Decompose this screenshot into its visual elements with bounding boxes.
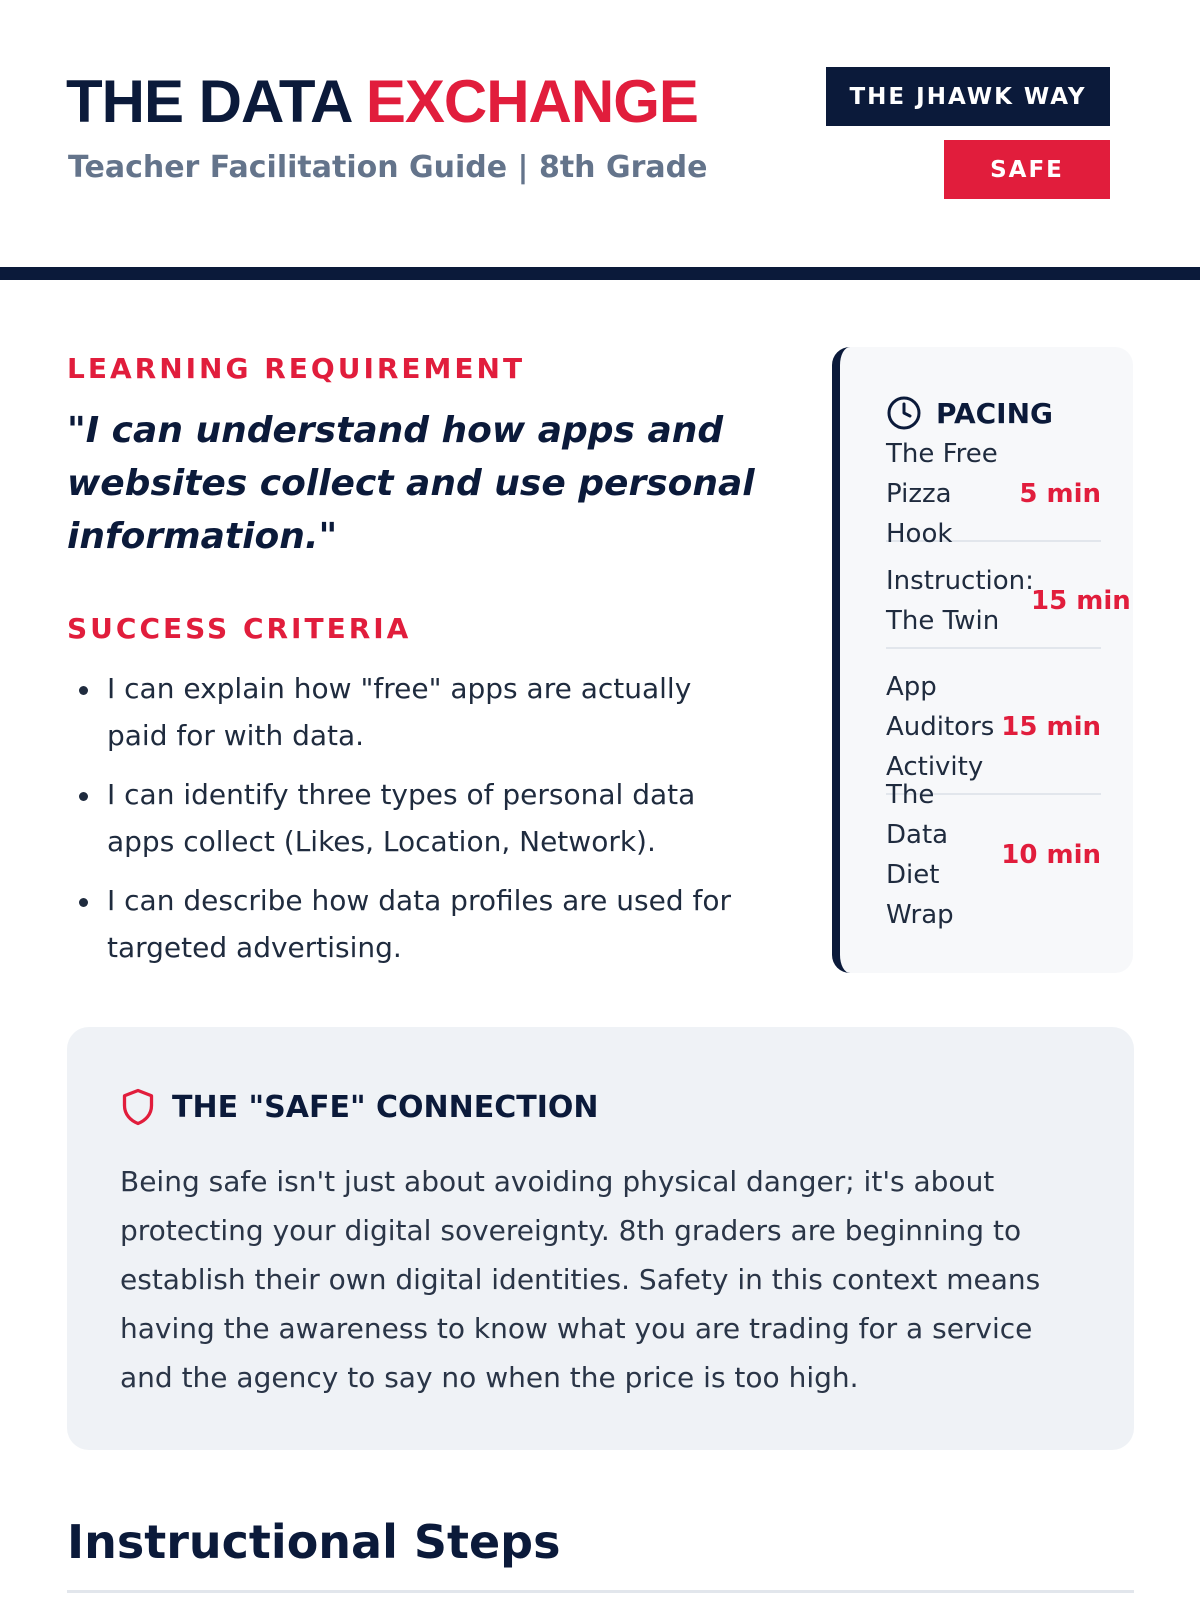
safe-connection-header [120,1087,599,1127]
pacing-title: PACING [936,396,1054,430]
safe-connection-card [67,1027,1134,1450]
jhawk-way-badge: THE JHAWK WAY [826,67,1110,126]
instructional-steps-heading: Instructional Steps [67,1515,561,1569]
learning-requirement-quote: "I can understand how apps and websites collect and use personal information." [67,410,755,557]
success-criteria-list [67,665,757,983]
criteria-item: I can explain how "free" apps are actually paid for with data. [67,665,757,759]
title-part-navy: THE DATA [66,68,366,135]
instructional-steps-divider [67,1590,1134,1593]
learning-requirement-label: LEARNING REQUIREMENT [67,352,526,385]
pacing-row [886,554,1131,649]
pacing-activity: The Data Diet Wrap [886,779,954,930]
page-header [0,0,1200,268]
pacing-duration: 15 min [1031,585,1131,616]
pacing-duration: 10 min [1001,839,1101,870]
clock-icon [886,395,922,431]
page-subtitle: Teacher Facilitation Guide | 8th Grade [68,150,708,185]
criteria-item: I can identify three types of personal data apps collect (Likes, Location, Network). [67,771,757,865]
shield-icon [120,1087,156,1127]
success-criteria-label: SUCCESS CRITERIA [67,612,412,645]
title-part-red: EXCHANGE [365,68,698,135]
safe-badge: SAFE [944,140,1110,199]
pacing-card [832,347,1133,973]
criteria-item: I can describe how data profiles are used for targeted advertising. [67,877,757,971]
safe-connection-body: Being safe isn't just about avoiding physical danger; it's about protecting your digital sovereignty. 8th graders are beginning to establish their own digital identities. Safety in this context means having the awareness to know what you are trading for a service and the agency to say no when the price is too high. [120,1165,1041,1394]
pacing-duration: 5 min [1019,478,1101,509]
header-divider [0,267,1200,280]
pacing-duration: 15 min [1001,712,1101,742]
pacing-row [886,438,1101,549]
safe-connection-title: THE "SAFE" CONNECTION [172,1089,599,1125]
pacing-activity: App Auditors Activity [886,672,995,782]
pacing-activity: The Free Pizza Hook [886,438,998,549]
pacing-header [886,395,1053,431]
pacing-activity: Instruction: The Twin [886,565,1034,636]
page-title [66,66,698,138]
pacing-row [886,779,1101,930]
